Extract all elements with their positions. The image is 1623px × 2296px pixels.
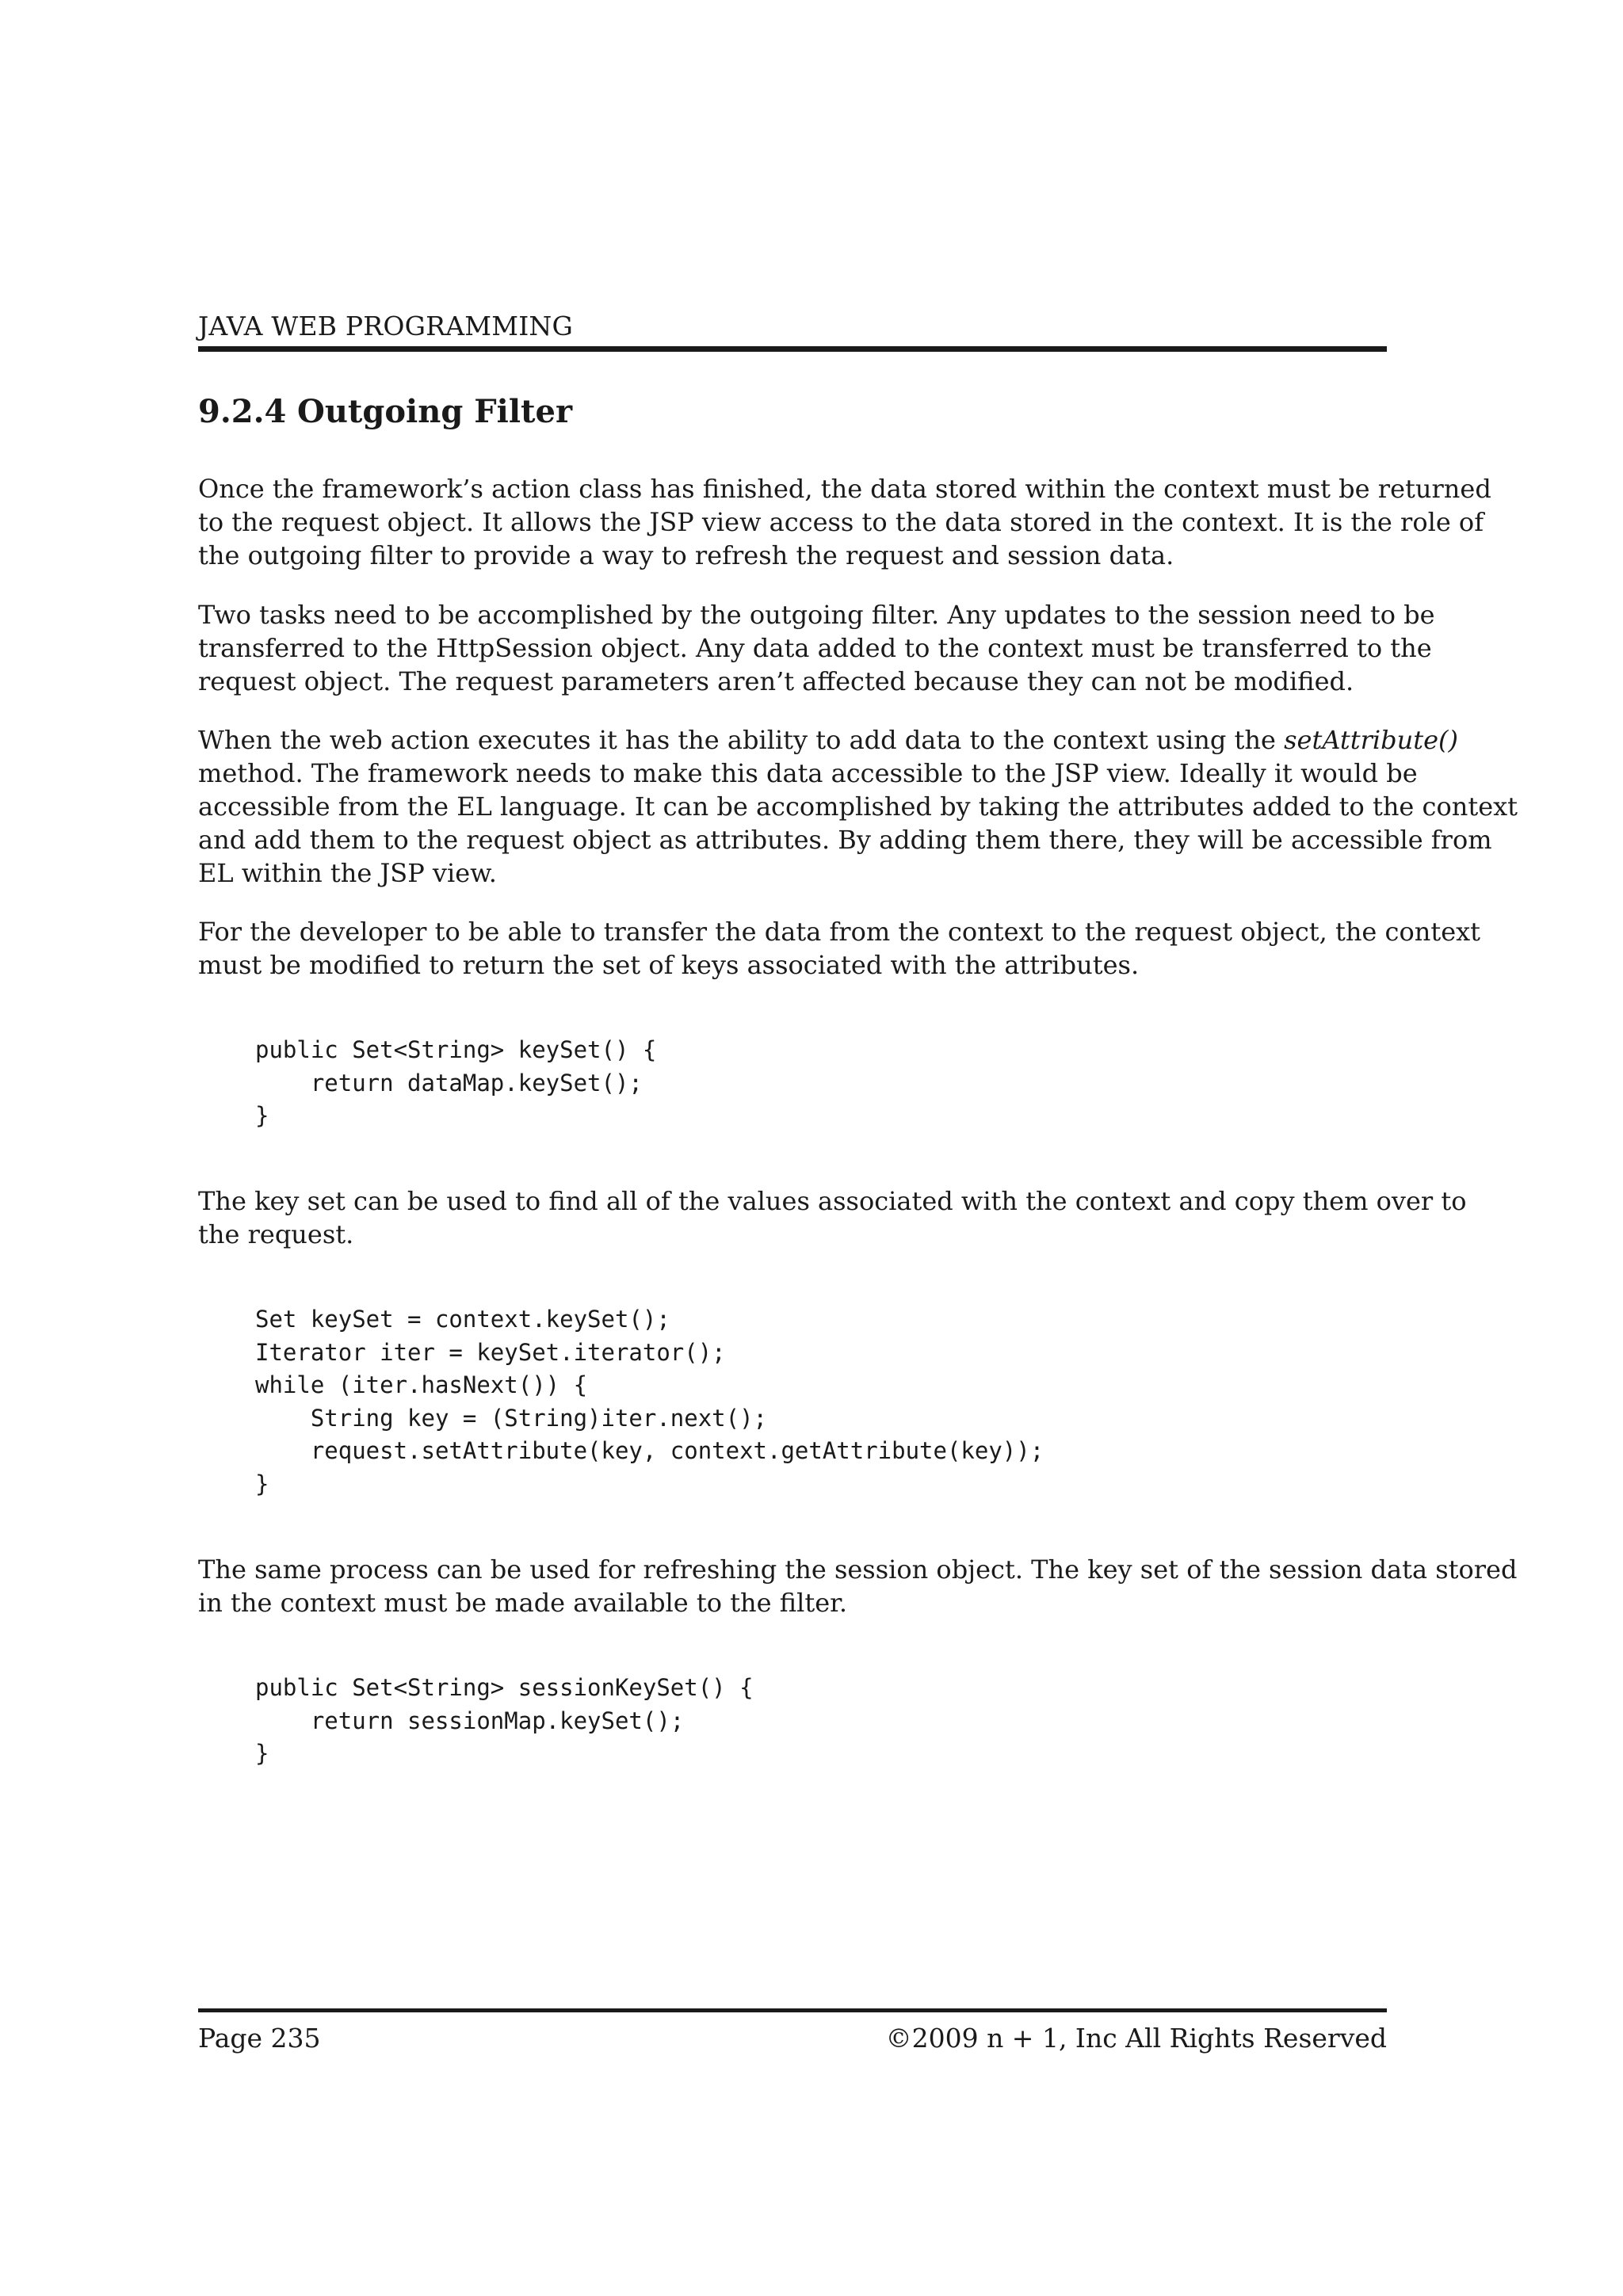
paragraph-line: For the developer to be able to transfer the data from the context to the request object, the context [198,917,1481,947]
paragraph-line: method. The framework needs to make this data accessible to the JSP view. Ideally it would be [198,758,1418,788]
code-block-keyset: public Set<String> keySet() { return dataMap.keySet(); } [255,1036,657,1129]
paragraph-line: and add them to the request object as attributes. By adding them there, they will be accessible from [198,825,1492,855]
code-block-iterator: Set keySet = context.keySet(); Iterator iter = keySet.iterator(); while (iter.hasNext()) { String key = (String)iter.next(); request.setAttribute(key, context.getAttribute(key)); } [255,1306,1044,1497]
paragraph-text: When the web action executes it has the ability to add data to the context using the [198,725,1276,755]
paragraph-line: the request. [198,1219,354,1249]
paragraph-line: transferred to the HttpSession object. Any data added to the context must be transferred to the [198,633,1432,663]
paragraph-line [198,723,1458,757]
section-title: Outgoing Filter [297,393,573,430]
page-number: Page 235 [198,2023,321,2054]
paragraph-1 [198,472,1491,572]
section-number: 9.2.4 [198,393,287,430]
paragraph-line: EL within the JSP view. [198,858,497,888]
paragraph-line: the outgoing filter to provide a way to refresh the request and session data. [198,540,1174,570]
section-heading [198,393,572,430]
paragraph-line: request object. The request parameters aren’t affected because they can not be modified. [198,666,1354,696]
paragraph-line: accessible from the EL language. It can be accomplished by taking the attributes added to the context [198,791,1518,822]
paragraph-5 [198,1184,1467,1251]
paragraph-line: in the context must be made available to the filter. [198,1588,848,1618]
paragraph-line: The key set can be used to find all of the values associated with the context and copy them over to [198,1186,1467,1216]
paragraph-line: Once the framework’s action class has finished, the data stored within the context must be returned [198,474,1491,504]
paragraph-line: must be modified to return the set of keys associated with the attributes. [198,950,1140,980]
paragraph-line: to the request object. It allows the JSP view access to the data stored in the context. It is the role of [198,507,1484,537]
paragraph-6 [198,1553,1518,1619]
footer-rule [198,2008,1387,2012]
copyright-notice: ©2009 n + 1, Inc All Rights Reserved [885,2023,1387,2054]
code-block-session-keyset: public Set<String> sessionKeySet() { return sessionMap.keySet(); } [255,1674,754,1767]
paragraph-line: Two tasks need to be accomplished by the outgoing filter. Any updates to the session need to be [198,600,1435,630]
paragraph-line: The same process can be used for refreshing the session object. The key set of the session data stored [198,1554,1518,1585]
paragraph-4 [198,915,1481,982]
method-name: setAttribute() [1284,725,1458,755]
paragraph-3 [198,723,1518,890]
running-head: JAVA WEB PROGRAMMING [198,311,574,341]
header-rule [198,346,1387,352]
document-page [198,0,1518,2296]
paragraph-2 [198,598,1435,698]
